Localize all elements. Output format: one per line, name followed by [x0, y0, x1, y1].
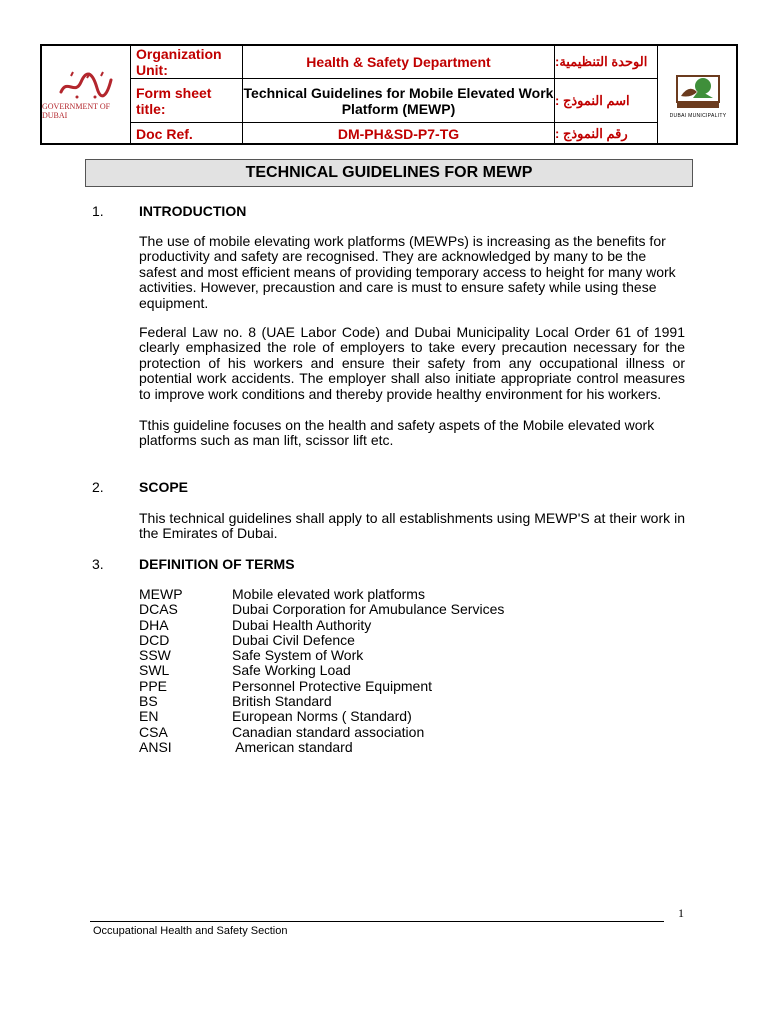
term-meaning: Safe System of Work — [232, 647, 364, 664]
doc-ref-value: DM-PH&SD-P7-TG — [243, 123, 555, 145]
section-heading-introduction: INTRODUCTION — [139, 203, 247, 219]
term-abbr: CSA — [139, 723, 168, 740]
term-meaning: Mobile elevated work platforms — [232, 586, 425, 602]
definitions-list — [139, 587, 504, 755]
term-abbr: DHA — [139, 616, 169, 633]
term-row — [139, 633, 504, 648]
dubai-municipality-logo — [658, 46, 738, 145]
term-row — [139, 694, 504, 709]
org-unit-arabic-label: الوحدة التنظيمية: — [555, 46, 658, 79]
term-abbr: DCAS — [139, 601, 178, 618]
intro-paragraph-1: The use of mobile elevating work platforms (MEWPs) is increasing as the benefits for productivity and safety are recognised. They are acknowledged by many to be the safest and most efficient means of providing temporary access to height for many work activities. However, precaustion and care is must to ensure safety while using these equipment. — [139, 233, 676, 311]
document-header-table — [40, 44, 738, 145]
term-abbr: DCD — [139, 631, 170, 648]
org-unit-value: Health & Safety Department — [243, 46, 555, 79]
form-title-arabic-label: اسم النموذج : — [555, 79, 658, 123]
term-meaning: Safe Working Load — [232, 662, 351, 679]
form-title-label: Form sheet title: — [131, 79, 243, 123]
term-row — [139, 709, 504, 724]
term-abbr: EN — [139, 708, 159, 725]
section-heading-scope: SCOPE — [139, 479, 189, 495]
term-meaning: British Standard — [232, 693, 332, 710]
term-row — [139, 587, 504, 602]
term-abbr: SSW — [139, 647, 171, 664]
term-abbr: ANSI — [139, 738, 172, 755]
term-row — [139, 740, 504, 755]
term-meaning: Dubai Health Authority — [232, 616, 372, 633]
section-heading-definitions: DEFINITION OF TERMS — [139, 556, 295, 572]
gov-calligraphy-icon — [57, 70, 115, 100]
term-abbr: BS — [139, 693, 158, 710]
term-abbr: SWL — [139, 662, 170, 679]
document-title: TECHNICAL GUIDELINES FOR MEWP — [85, 159, 693, 187]
term-row — [139, 618, 504, 633]
term-row — [139, 725, 504, 740]
term-meaning: American standard — [232, 738, 353, 755]
term-row — [139, 663, 504, 678]
term-meaning: European Norms ( Standard) — [232, 708, 412, 725]
section-number-introduction: 1. — [92, 203, 104, 219]
term-meaning: Dubai Corporation for Amubulance Services — [232, 601, 505, 618]
term-row — [139, 648, 504, 663]
footer-text: Occupational Health and Safety Section — [93, 925, 288, 937]
page-number: 1 — [678, 906, 684, 920]
org-unit-label: Organization Unit: — [131, 46, 243, 79]
term-meaning: Personnel Protective Equipment — [232, 677, 432, 694]
scope-paragraph: This technical guidelines shall apply to all establishments using MEWP'S at their work in the Emirates of Dubai. — [139, 510, 685, 542]
section-number-scope: 2. — [92, 479, 104, 495]
footer-divider — [90, 921, 664, 922]
doc-ref-arabic-label: رقم النموذج : — [555, 123, 658, 145]
intro-paragraph-2: Federal Law no. 8 (UAE Labor Code) and Dubai Municipality Local Order 61 of 1991 clearly emphasized the role of employers to take every precaution necessary for the protection of his workers and ensure their safety from any occupational illness or potential work accidents. The employer shall also initiate appropriate control measures to improve work conditions and thereby provide healthy environment for his workers. — [139, 324, 685, 402]
dm-logo-caption: DUBAI MUNICIPALITY — [669, 112, 727, 119]
intro-paragraph-3: Tthis guideline focuses on the health and safety aspets of the Mobile elevated work platforms such as man lift, scissor lift etc. — [139, 417, 655, 449]
term-abbr: MEWP — [139, 586, 183, 602]
form-title-value: Technical Guidelines for Mobile Elevated Work Platform (MEWP) — [243, 79, 555, 123]
gov-logo-caption: GOVERNMENT OF DUBAI — [42, 102, 111, 120]
doc-ref-label: Doc Ref. — [131, 123, 243, 145]
term-meaning: Canadian standard association — [232, 723, 425, 740]
term-meaning: Dubai Civil Defence — [232, 631, 355, 648]
term-row — [139, 602, 504, 617]
term-row — [139, 679, 504, 694]
term-abbr: PPE — [139, 677, 168, 694]
government-of-dubai-logo — [42, 46, 131, 145]
section-number-definitions: 3. — [92, 556, 104, 572]
dubai-municipality-emblem-icon — [673, 72, 723, 112]
